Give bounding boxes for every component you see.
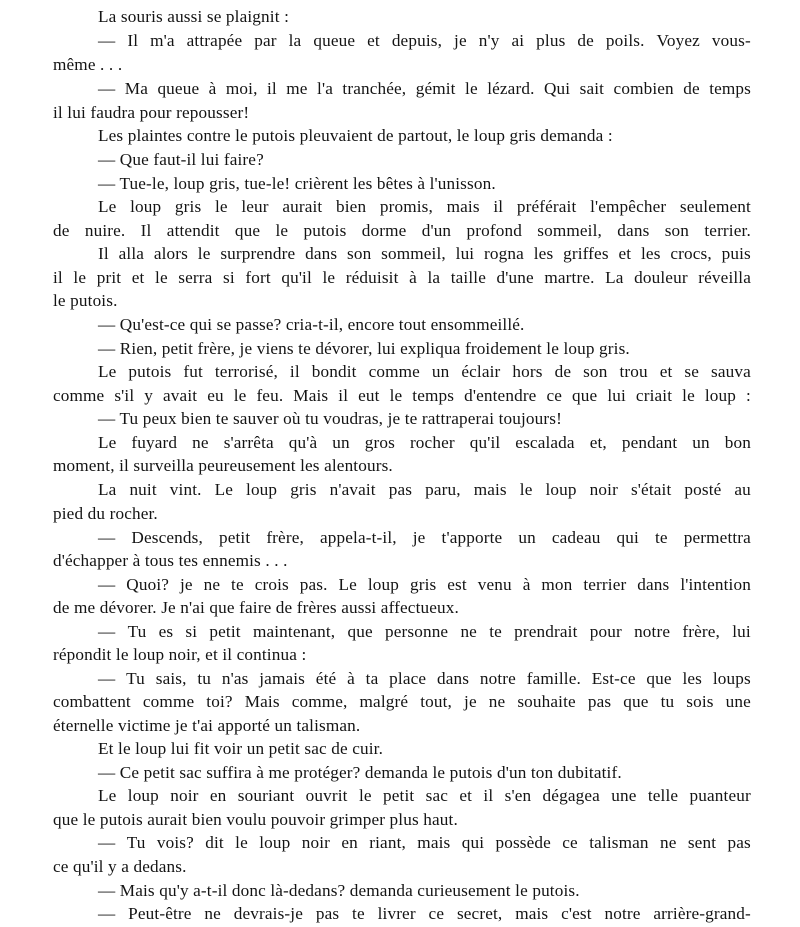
text-line: de nuire. Il attendit que le putois dorme d'un profond sommeil, dans son terrier. [53, 221, 751, 240]
text-line: La souris aussi se plaignit : [98, 7, 290, 26]
text-line: — Que faut-il lui faire? [98, 150, 264, 169]
text-line: Le fuyard ne s'arrêta qu'à un gros rocher qu'il escalada et, pendant un bon [98, 433, 751, 452]
text-line: ce qu'il y a dedans. [53, 857, 187, 876]
text-line: moment, il surveilla peureusement les alentours. [53, 456, 393, 475]
text-line: que le putois aurait bien voulu pouvoir grimper plus haut. [53, 810, 458, 829]
text-line: — Tu peux bien te sauver où tu voudras, je te rattraperai toujours! [98, 409, 562, 428]
text-line: Les plaintes contre le putois pleuvaient de partout, le loup gris demanda : [98, 126, 613, 145]
text-line: — Tu sais, tu n'as jamais été à ta place dans notre famille. Est-ce que les loups [98, 669, 751, 688]
text-line: — Peut-être ne devrais-je pas te livrer ce secret, mais c'est notre arrière-grand- [98, 904, 751, 923]
text-line: — Mais qu'y a-t-il donc là-dedans? demanda curieusement le putois. [98, 881, 580, 900]
text-line: — Tue-le, loup gris, tue-le! crièrent les bêtes à l'unisson. [98, 174, 496, 193]
text-line: d'échapper à tous tes ennemis . . . [53, 551, 288, 570]
text-line: pied du rocher. [53, 504, 158, 523]
text-line: — Tu vois? dit le loup noir en riant, mais qui possède ce talisman ne sent pas [98, 833, 751, 852]
text-line: Le loup gris le leur aurait bien promis, mais il préférait l'empêcher seulement [98, 197, 751, 216]
text-line: il lui faudra pour repousser! [53, 103, 250, 122]
text-line: Le putois fut terrorisé, il bondit comme un éclair hors de son trou et se sauva [98, 362, 751, 381]
text-line: le putois. [53, 291, 118, 310]
text-line: Il alla alors le surprendre dans son sommeil, lui rogna les griffes et les crocs, puis [98, 244, 751, 263]
text-line: — Ma queue à moi, il me l'a tranchée, gémit le lézard. Qui sait combien de temps [98, 79, 751, 98]
text-line: combattent comme toi? Mais comme, malgré tout, je ne souhaite pas que tu sois une [53, 692, 751, 711]
text-line: répondit le loup noir, et il continua : [53, 645, 307, 664]
text-line: comme s'il y avait eu le feu. Mais il eut le temps d'entendre ce que lui criait le loup : [53, 386, 751, 405]
text-line: — Descends, petit frère, appela-t-il, je t'apporte un cadeau qui te permettra [98, 528, 751, 547]
text-line: — Ce petit sac suffira à me protéger? demanda le putois d'un ton dubitatif. [98, 763, 622, 782]
text-line: — Qu'est-ce qui se passe? cria-t-il, encore tout ensommeillé. [98, 315, 525, 334]
text-line: éternelle victime je t'ai apporté un talisman. [53, 716, 361, 735]
text-line: Le loup noir en souriant ouvrit le petit sac et il s'en dégagea une telle puanteur [98, 786, 751, 805]
text-line: de me dévorer. Je n'ai que faire de frères aussi affectueux. [53, 598, 459, 617]
text-line: — Rien, petit frère, je viens te dévorer, lui expliqua froidement le loup gris. [98, 339, 630, 358]
text-line: Et le loup lui fit voir un petit sac de cuir. [98, 739, 384, 758]
text-line: — Tu es si petit maintenant, que personne ne te prendrait pour notre frère, lui [98, 622, 751, 641]
text-line: même . . . [53, 55, 123, 74]
text-line: — Il m'a attrapée par la queue et depuis, je n'y ai plus de poils. Voyez vous- [98, 31, 751, 50]
text-line: il le prit et le serra si fort qu'il le réduisit à la taille d'une martre. La douleur réveilla [53, 268, 751, 287]
text-line: — Quoi? je ne te crois pas. Le loup gris est venu à mon terrier dans l'intention [98, 575, 751, 594]
text-line: La nuit vint. Le loup gris n'avait pas paru, mais le loup noir s'était posté au [98, 480, 751, 499]
